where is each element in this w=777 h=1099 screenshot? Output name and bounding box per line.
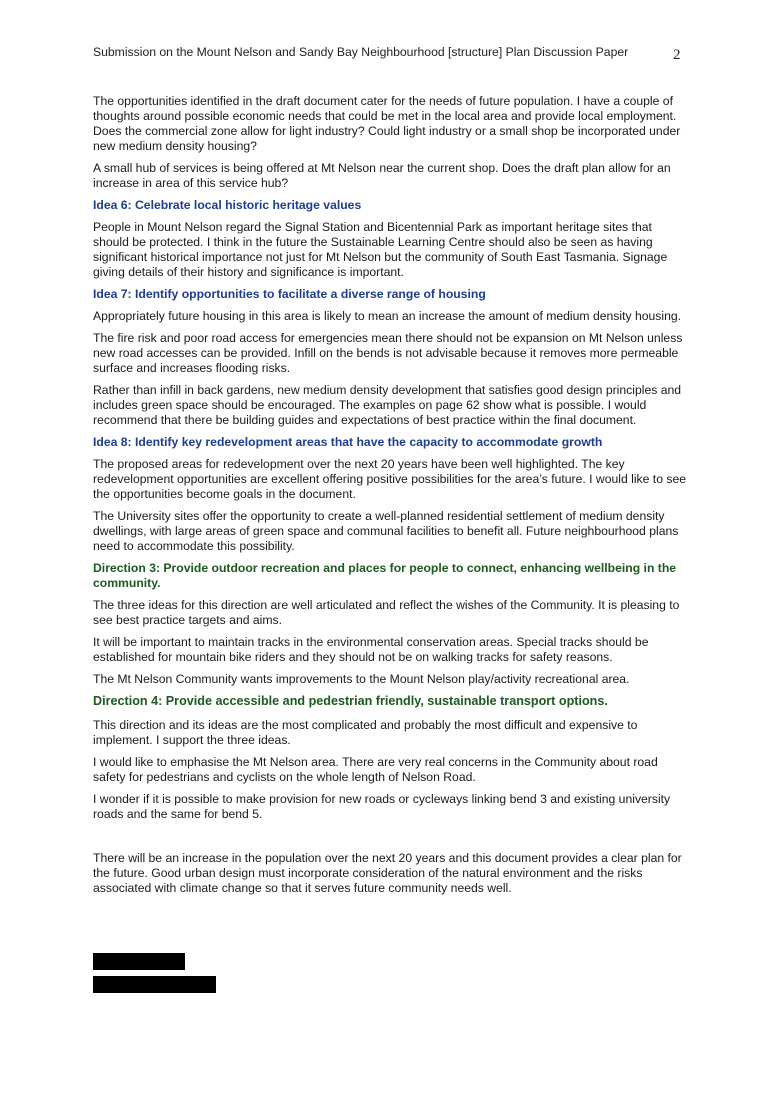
paragraph: The fire risk and poor road access for emergencies mean there should not be expansion on Mt Nelson unless new road accesses can be provided. Infill on the bends is not advisable because it removes more permeable surface and increases flooding risks. xyxy=(93,331,683,375)
paragraph: The proposed areas for redevelopment over the next 20 years have been well highlighted. The key redevelopment opportunities are excellent offering positive possibilities for the area’s future. I would like to see the opportunities become goals in the document. xyxy=(93,457,687,501)
direction-3-heading: Direction 3: Provide outdoor recreation and places for people to connect, enhancing wellbeing in the community. xyxy=(93,561,677,590)
paragraph: I would like to emphasise the Mt Nelson area. There are very real concerns in the Community about road safety for pedestrians and cyclists on the whole length of Nelson Road. xyxy=(93,755,658,784)
idea-8-heading: Idea 8: Identify key redevelopment areas that have the capacity to accommodate growth xyxy=(93,435,603,449)
paragraph: Rather than infill in back gardens, new medium density development that satisfies good design principles and includes green space should be encouraged. The examples on page 62 show what is possible. I would recommend that there be building guides and expectations of best practice within the final document. xyxy=(93,383,682,427)
paragraph: The three ideas for this direction are well articulated and reflect the wishes of the Community. It is pleasing to see best practice targets and aims. xyxy=(93,598,680,627)
closing-paragraph: There will be an increase in the population over the next 20 years and this document provides a clear plan for the future. Good urban design must incorporate consideration of the natural environment and the risks associated with climate change so that it serves future community needs well. xyxy=(93,851,682,895)
paragraph: Appropriately future housing in this area is likely to mean an increase the amount of medium density housing. xyxy=(93,309,682,323)
paragraph: It will be important to maintain tracks in the environmental conservation areas. Special tracks should be established for mountain bike riders and they should not be on walking tracks for safety reasons. xyxy=(93,635,649,664)
paragraph: The opportunities identified in the draft document cater for the needs of future population. I have a couple of thoughts around possible economic needs that could be met in the local area and provide local employment. Does the commercial zone allow for light industry? Could light industry or a small shop be incorporated under new medium density housing? xyxy=(93,94,681,153)
direction-4-heading: Direction 4: Provide accessible and pedestrian friendly, sustainable transport options. xyxy=(93,694,608,708)
paragraph: The University sites offer the opportunity to create a well-planned residential settlement of medium density dwellings, with large areas of green space and communal facilities to benefit all. Future neighbourhood plans need to accommodate this possibility. xyxy=(93,509,679,553)
redacted-name-block xyxy=(93,953,185,970)
idea-6-heading: Idea 6: Celebrate local historic heritage values xyxy=(93,198,362,212)
paragraph: This direction and its ideas are the most complicated and probably the most difficult and expensive to implement. I support the three ideas. xyxy=(93,718,638,747)
page-header-title: Submission on the Mount Nelson and Sandy Bay Neighbourhood [structure] Plan Discussion Paper xyxy=(93,45,629,59)
paragraph: People in Mount Nelson regard the Signal Station and Bicentennial Park as important heritage sites that should be protected. I think in the future the Sustainable Learning Centre should also be seen as having significant historical importance not just for Mt Nelson but the community of South East Tasmania. Signage giving details of their history and significance is important. xyxy=(93,220,668,279)
document-body xyxy=(93,94,687,903)
page-number: 2 xyxy=(673,47,681,63)
redacted-signature-block xyxy=(93,976,216,993)
paragraph: A small hub of services is being offered at Mt Nelson near the current shop. Does the draft plan allow for an increase in area of this service hub? xyxy=(93,161,671,190)
paragraph: The Mt Nelson Community wants improvements to the Mount Nelson play/activity recreational area. xyxy=(93,672,630,686)
paragraph: I wonder if it is possible to make provision for new roads or cycleways linking bend 3 and existing university roads and the same for bend 5. xyxy=(93,792,671,821)
idea-7-heading: Idea 7: Identify opportunities to facilitate a diverse range of housing xyxy=(93,287,486,301)
